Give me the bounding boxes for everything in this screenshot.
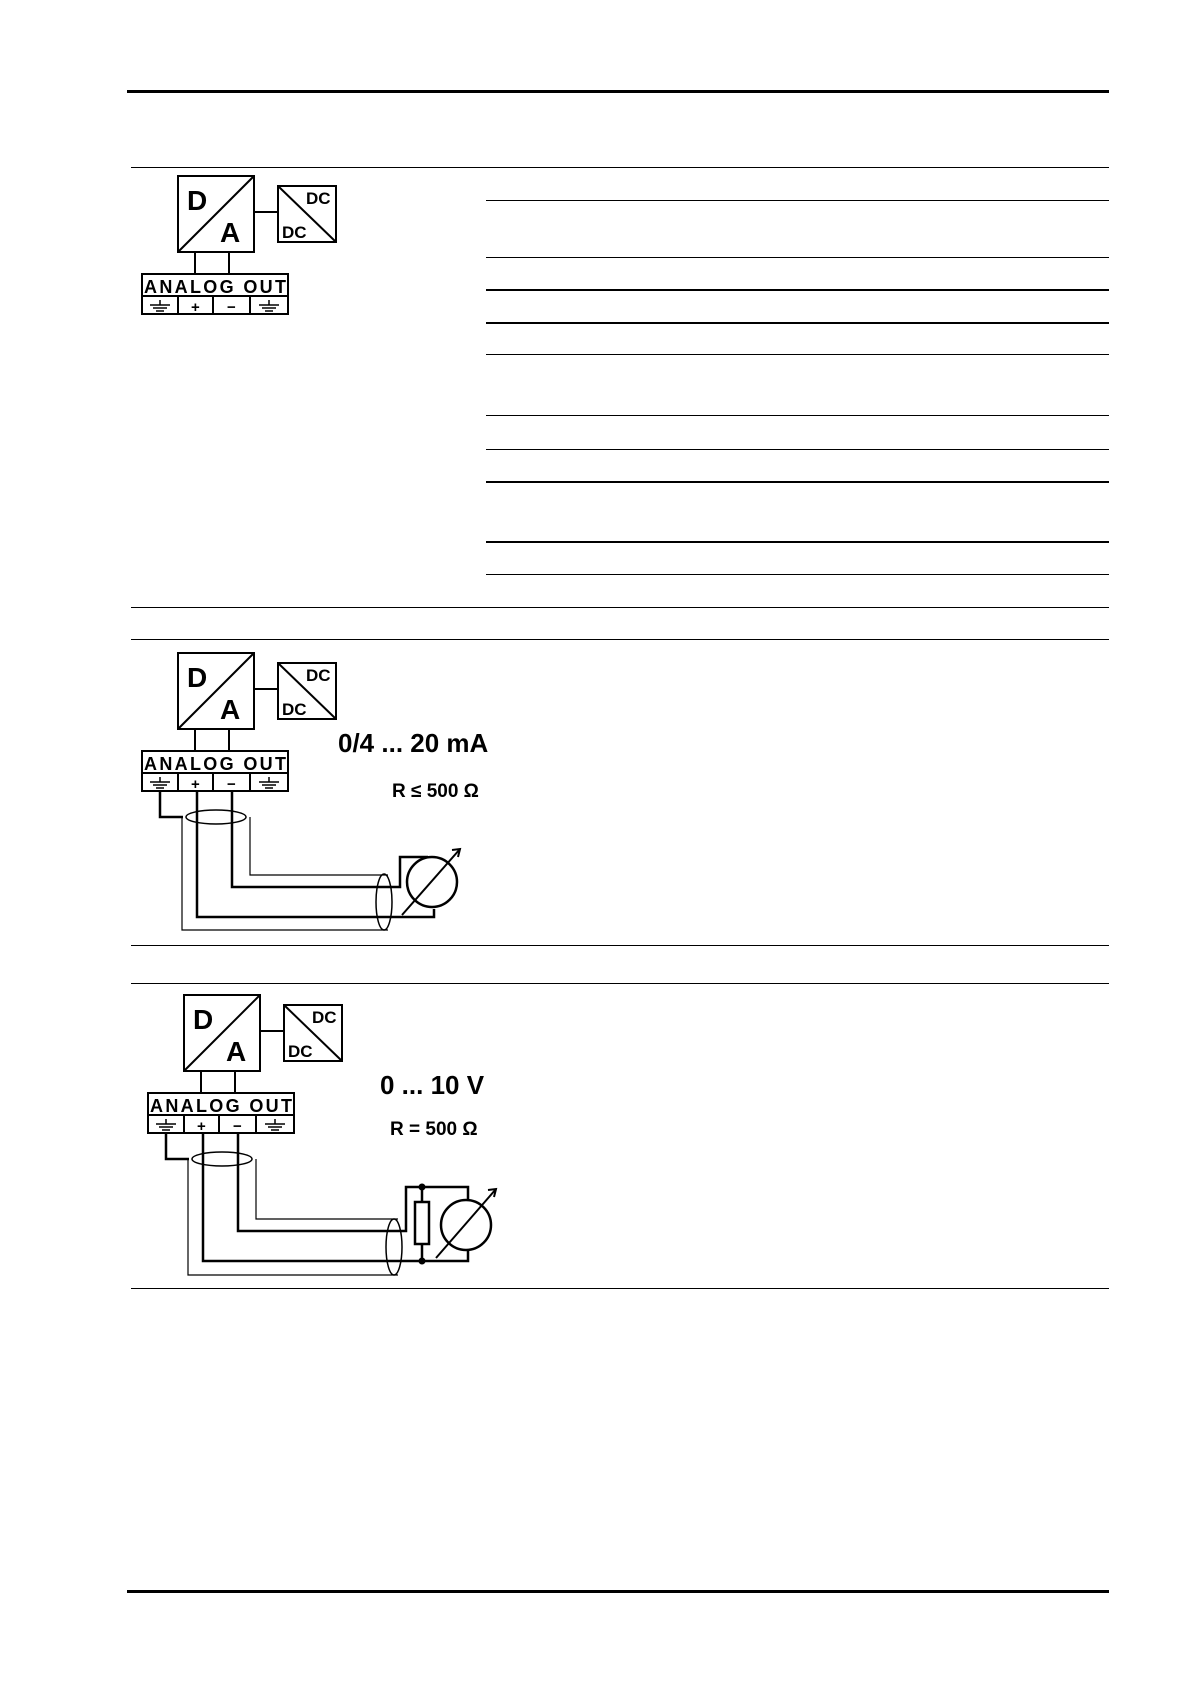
- terminal-plus: +: [197, 1118, 206, 1135]
- table-rule: [486, 415, 1109, 416]
- dc-bottom-label: DC: [288, 1042, 313, 1061]
- table-rule: [486, 322, 1109, 324]
- current-range-label: 0/4 ... 20 mA: [338, 728, 489, 758]
- shielded-cable: [160, 791, 392, 930]
- ground-icon: [265, 1119, 285, 1130]
- ammeter-icon: [390, 849, 460, 917]
- table-rule: [486, 257, 1109, 258]
- a-letter: A: [226, 1036, 247, 1067]
- table-rule: [486, 574, 1109, 575]
- resistor-icon: [400, 1184, 468, 1264]
- voltmeter-icon: [436, 1189, 496, 1258]
- dc-top-label: DC: [306, 666, 331, 685]
- table-rule: [486, 200, 1109, 201]
- terminal-plus: +: [191, 776, 200, 793]
- ground-icon: [259, 777, 279, 788]
- shielded-cable: [166, 1133, 402, 1275]
- d-letter: D: [187, 185, 208, 216]
- terminal-title: ANALOG OUT: [150, 1096, 292, 1116]
- terminal-title: ANALOG OUT: [144, 754, 286, 774]
- table-rule: [486, 449, 1109, 450]
- terminal-minus: −: [233, 1118, 242, 1135]
- analog-out-module-diagram: [140, 172, 440, 332]
- current-output-wiring-diagram: [140, 649, 520, 949]
- current-load-label: R ≤ 500 Ω: [392, 781, 479, 802]
- voltage-load-label: R = 500 Ω: [390, 1119, 478, 1140]
- section-top-rule: [131, 167, 1109, 168]
- table-rule: [486, 481, 1109, 483]
- dc-top-label: DC: [306, 189, 331, 208]
- dc-bottom-label: DC: [282, 223, 307, 242]
- a-letter: A: [220, 694, 241, 725]
- page-header-rule: [127, 90, 1109, 93]
- section-rule: [131, 639, 1109, 640]
- voltage-output-wiring-diagram: [146, 991, 526, 1291]
- d-letter: D: [193, 1004, 214, 1035]
- ground-icon: [156, 1119, 176, 1130]
- ground-icon: [150, 300, 170, 311]
- table-rule: [486, 354, 1109, 355]
- dc-bottom-label: DC: [282, 700, 307, 719]
- terminal-minus: −: [227, 299, 236, 316]
- section-rule: [131, 983, 1109, 984]
- voltage-range-label: 0 ... 10 V: [380, 1070, 485, 1100]
- terminal-minus: −: [227, 776, 236, 793]
- d-letter: D: [187, 662, 208, 693]
- terminal-plus: +: [191, 299, 200, 316]
- ground-icon: [150, 777, 170, 788]
- a-letter: A: [220, 217, 241, 248]
- ground-icon: [259, 300, 279, 311]
- section-rule: [131, 607, 1109, 608]
- page-footer-rule: [127, 1590, 1109, 1593]
- terminal-title: ANALOG OUT: [144, 277, 286, 297]
- dc-top-label: DC: [312, 1008, 337, 1027]
- table-rule: [486, 541, 1109, 543]
- table-rule: [486, 289, 1109, 291]
